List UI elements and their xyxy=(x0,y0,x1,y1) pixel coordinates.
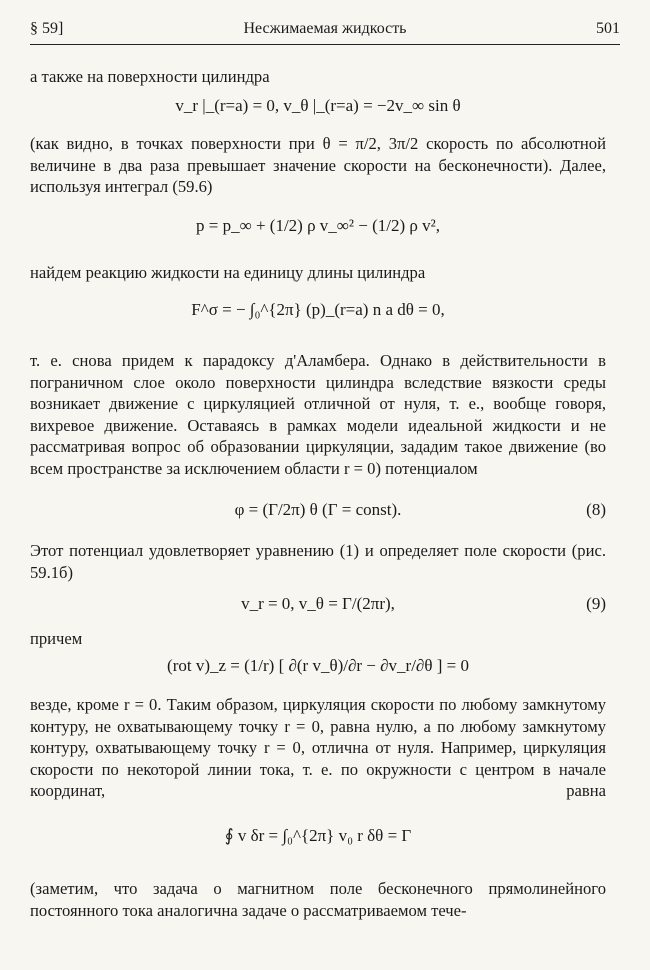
equation-force: F^σ = − ∫₀^{2π} (p)_(r=a) n a dθ = 0, xyxy=(191,300,445,319)
paragraph-2: (как видно, в точках поверхности при θ = π/2, 3π/2 скорость по абсолютной величине в два раза превышает значение скорости на бесконечности). Далее, используя интеграл (59.6) xyxy=(30,134,606,196)
equation-potential-text: φ = (Γ/2π) θ (Γ = const). xyxy=(234,500,402,519)
equation-number-8: (8) xyxy=(586,500,606,519)
page-number: 501 xyxy=(596,20,620,37)
paragraph-8: (заметим, что задача о магнитном поле бесконечного прямолинейного постоянного тока аналогична задаче о рассматриваемом тече- xyxy=(30,879,606,920)
paragraph-4: т. е. снова придем к парадоксу д'Аламбера. Однако в действительности в пограничном слое около поверхности цилиндра вследствие вязкости среды возникает движение с циркуляцией отличной от нуля, т. е., вообще говоря, вихревое движение. Оставаясь в рамках модели идеальной жидкости и не рассматривая вопрос об образовании циркуляции, зададим такое движение (во всем пространстве за исключением области r = 0) потенциалом xyxy=(30,351,606,478)
page-header xyxy=(30,14,620,45)
paragraph-3: найдем реакцию жидкости на единицу длины цилиндра xyxy=(30,263,426,282)
section-ref: § 59] xyxy=(30,20,64,37)
equation-boundary-velocity: v_r |_(r=a) = 0, v_θ |_(r=a) = −2v_∞ sin θ xyxy=(175,96,461,115)
equation-curl: (rot v)_z = (1/r) [ ∂(r v_θ)/∂r − ∂v_r/∂θ ] = 0 xyxy=(167,656,469,675)
equation-circulation: ∮ v δr = ∫₀^{2π} v₀ r δθ = Γ xyxy=(224,826,412,845)
equation-potential xyxy=(30,500,606,520)
paragraph-6: причем xyxy=(30,629,83,648)
paragraph-1: а также на поверхности цилиндра xyxy=(30,67,270,86)
equation-velocity-field xyxy=(30,594,606,614)
paragraph-7: везде, кроме r = 0. Таким образом, циркуляция скорости по любому замкнутому контуру, не охватывающему точку r = 0, равна нулю, а по любому замкнутому контуру, охватывающему точку r = 0, отлична от нуля. Например, циркуляция скорости по некоторой линии тока, т. е. по окружности с центром в начале координат, равна xyxy=(30,695,606,800)
equation-number-9: (9) xyxy=(586,594,606,613)
equation-bernoulli: p = p_∞ + (1/2) ρ v_∞² − (1/2) ρ v², xyxy=(195,216,440,235)
equation-velocity-field-text: v_r = 0, v_θ = Γ/(2πr), xyxy=(241,594,395,613)
paragraph-5: Этот потенциал удовлетворяет уравнению (1) и определяет поле скорости (рис. 59.1б) xyxy=(30,541,606,582)
running-title: Несжимаемая жидкость xyxy=(243,20,407,37)
